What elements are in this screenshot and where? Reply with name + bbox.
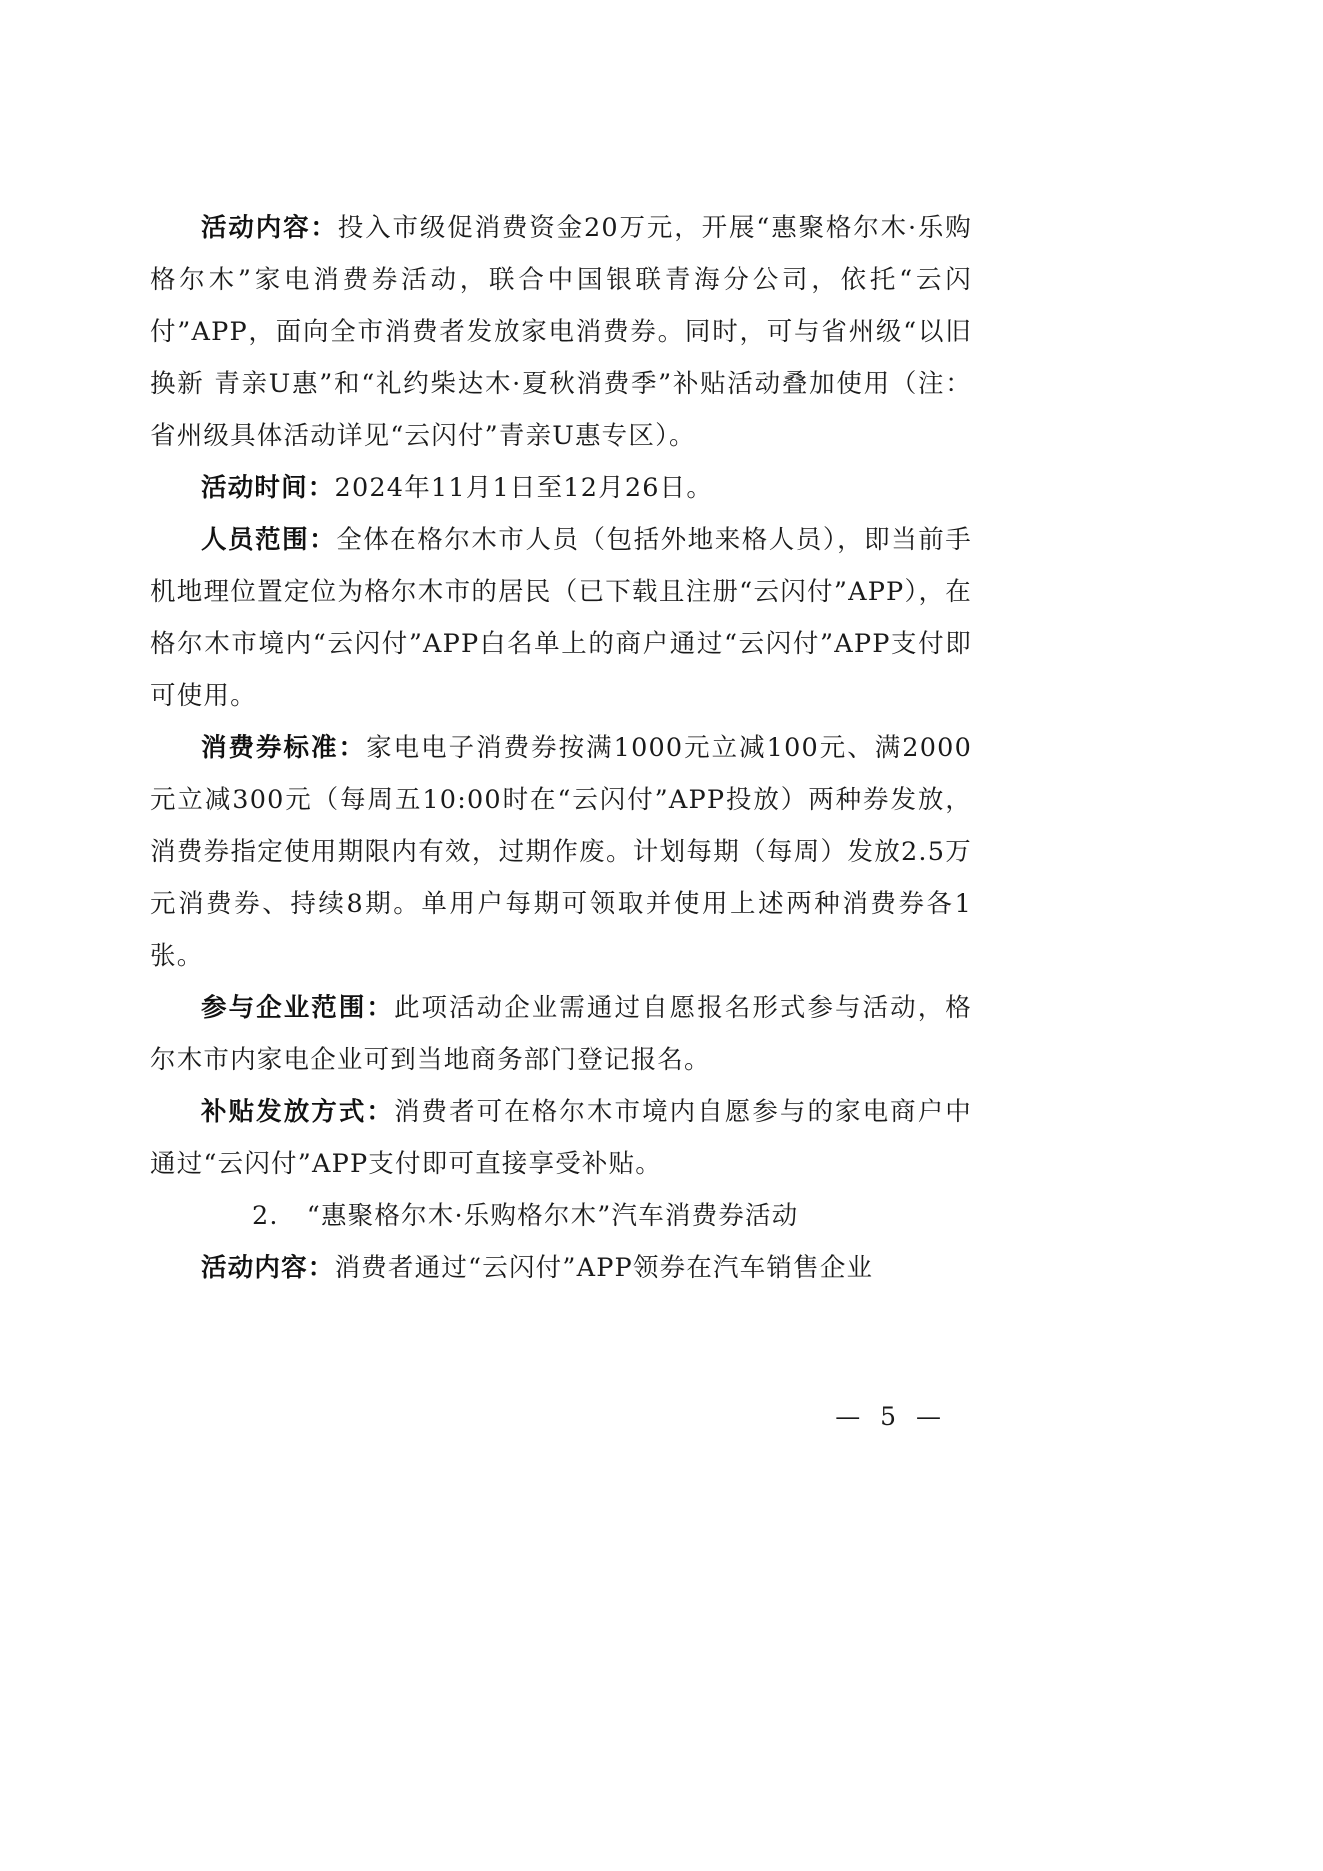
paragraph-car-activity-content bbox=[150, 1242, 972, 1294]
section-label: 人员范围： bbox=[201, 525, 337, 555]
section-text: 家电电子消费券按满1000元立减100元、满2000元立减300元（每周五10:00时在“云闪付”APP投放）两种券发放，消费券指定使用期限内有效，过期作废。计划每期（每周）发放2.5万元消费券、持续8期。单用户每期可领取并使用上述两种消费券各1张。 bbox=[150, 733, 972, 971]
paragraph-eligible-persons bbox=[150, 514, 972, 722]
section-text: 全体在格尔木市人员（包括外地来格人员），即当前手机地理位置定位为格尔木市的居民（已下载且注册“云闪付”APP），在格尔木市境内“云闪付”APP白名单上的商户通过“云闪付”APP支付即可使用。 bbox=[150, 525, 972, 711]
item-title: “惠聚格尔木·乐购格尔木”汽车消费券活动 bbox=[306, 1201, 799, 1231]
section-label: 活动内容： bbox=[201, 213, 338, 243]
paragraph-voucher-standard bbox=[150, 722, 972, 982]
section-label: 补贴发放方式： bbox=[201, 1097, 394, 1127]
section-label: 活动内容： bbox=[201, 1253, 335, 1283]
section-text: 投入市级促消费资金20万元，开展“惠聚格尔木·乐购格尔木”家电消费券活动，联合中国银联青海分公司，依托“云闪付”APP，面向全市消费者发放家电消费券。同时，可与省州级“以旧换新 青亲U惠”和“礼约柴达木·夏秋消费季”补贴活动叠加使用（注：省州级具体活动详见“云闪付”青亲U惠专区）。 bbox=[150, 213, 972, 451]
section-label: 参与企业范围： bbox=[201, 993, 394, 1023]
section-text: 此项活动企业需通过自愿报名形式参与活动，格尔木市内家电企业可到当地商务部门登记报名。 bbox=[150, 993, 972, 1075]
section-label: 活动时间： bbox=[201, 473, 335, 503]
paragraph-activity-time bbox=[150, 462, 972, 514]
page-number: — 5 — bbox=[835, 1402, 947, 1431]
item-number: 2. bbox=[252, 1201, 279, 1231]
item-heading-car-voucher bbox=[150, 1190, 972, 1242]
section-label: 消费券标准： bbox=[201, 733, 367, 763]
document-body bbox=[150, 202, 972, 1294]
section-text: 消费者可在格尔木市境内自愿参与的家电商户中通过“云闪付”APP支付即可直接享受补贴。 bbox=[150, 1097, 972, 1179]
paragraph-activity-content bbox=[150, 202, 972, 462]
paragraph-participating-enterprises bbox=[150, 982, 972, 1086]
paragraph-subsidy-method bbox=[150, 1086, 972, 1190]
section-text: 消费者通过“云闪付”APP领券在汽车销售企业 bbox=[334, 1253, 874, 1283]
section-text: 2024年11月1日至12月26日。 bbox=[334, 473, 714, 503]
